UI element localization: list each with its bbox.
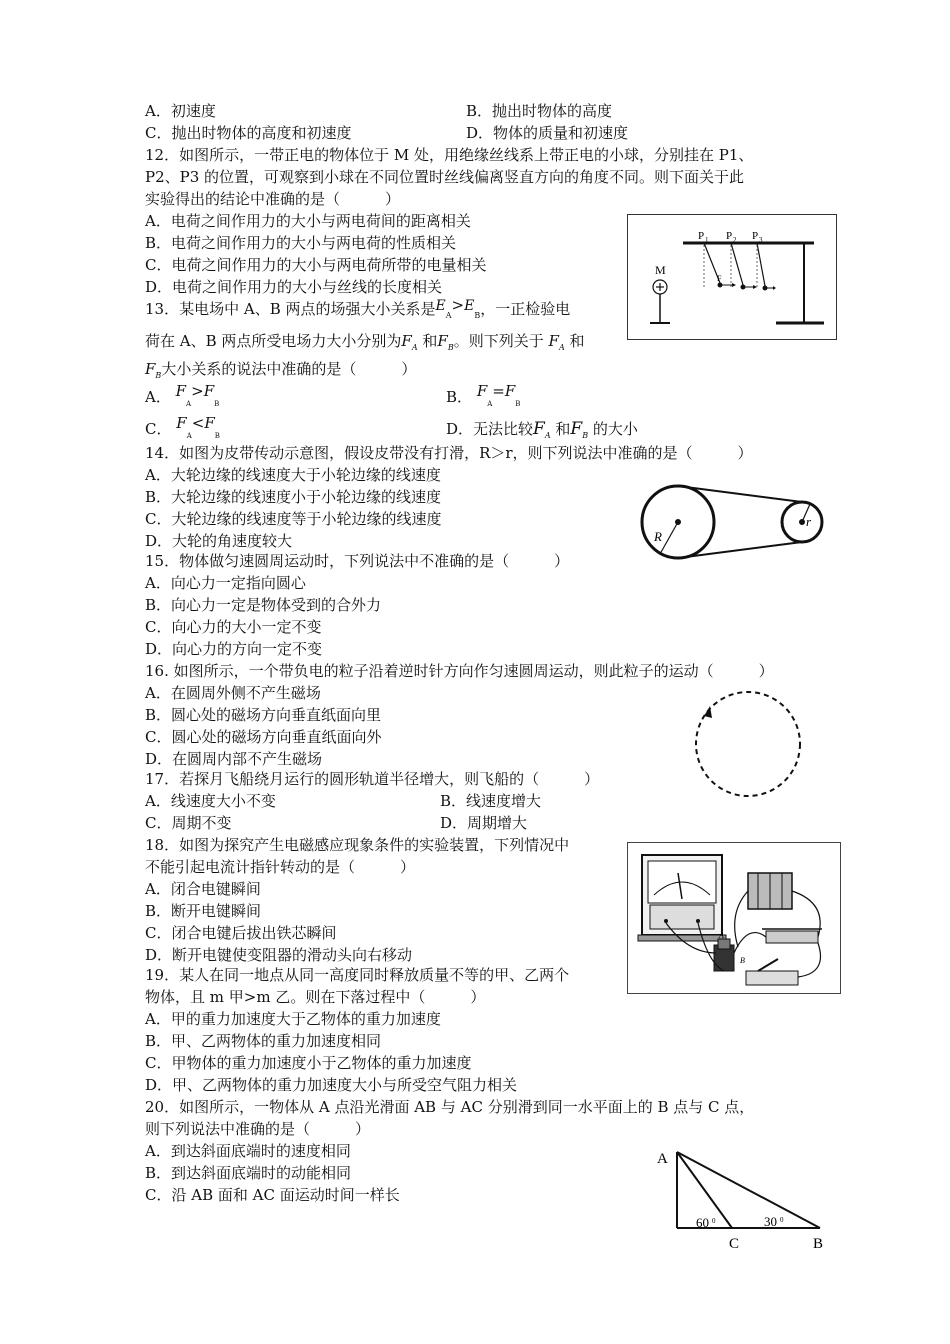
q18-stem-line1: 18．如图为探究产生电磁感应现象条件的实验装置，下列情况中 (145, 836, 570, 854)
q20-label-a: A (657, 1151, 668, 1167)
q20-incline-figure (650, 1140, 835, 1255)
q12-stem-line1: 12．如图所示，一带正电的物体位于 M 处，用绝缘丝线系上带正电的小球，分别挂在 P1、 (145, 146, 754, 164)
q20-angle-60: 60 (696, 1215, 709, 1230)
q14-option-d: D．大轮的角速度较大 (145, 532, 293, 550)
q17-option-d: D．周期增大 (440, 814, 528, 832)
q11-option-b: B．抛出时物体的高度 (466, 102, 613, 120)
q12-stem-line3: 实验得出的结论中准确的是（ ） (145, 190, 401, 208)
q11-option-a: A．初速度 (145, 102, 216, 120)
q11-option-d: D．物体的质量和初速度 (466, 124, 629, 142)
q16-option-a: A．在圆周外侧不产生磁场 (145, 684, 321, 702)
q17-option-a: A．线速度大小不变 (145, 792, 276, 810)
q16-option-d: D．在圆周内部不产生磁场 (145, 750, 323, 768)
q14-option-a: A．大轮边缘的线速度大于小轮边缘的线速度 (145, 466, 441, 484)
q17-stem: 17．若探月飞船绕月运行的圆形轨道半径增大，则飞船的（ ） (145, 770, 600, 788)
svg-text:3: 3 (759, 236, 763, 244)
q18-label-coil-a: A (719, 931, 724, 940)
svg-text:1: 1 (705, 236, 709, 244)
q17-option-c: C．周期不变 (145, 814, 232, 832)
q19-option-b: B．甲、乙两物体的重力加速度相同 (145, 1032, 382, 1050)
q16-arrow-icon (704, 706, 712, 718)
q20-option-a: A．到达斜面底端时的速度相同 (145, 1142, 351, 1160)
q20-angle-30: 30 (764, 1214, 777, 1229)
q16-option-c: C．圆心处的磁场方向垂直纸面向外 (145, 728, 382, 746)
q13-option-d: D．无法比较$F_A$ 和$F_B$ 的大小 (446, 419, 638, 440)
q20-stem-line1: 20．如图所示，一物体从 A 点沿光滑面 AB 与 AC 分别滑到同一水平面上的 B 点与 C 点， (145, 1098, 755, 1116)
svg-text:0: 0 (712, 1217, 716, 1225)
q12-label-f: F (717, 274, 722, 283)
q12-stem-line2: P2、P3 的位置，可观察到小球在不同位置时丝线偏离竖直方向的角度不同。则下面关于此 (145, 168, 745, 186)
q15-option-b: B．向心力一定是物体受到的合外力 (145, 596, 382, 614)
q12-label-m: M (655, 263, 666, 277)
q14-belt-figure (640, 484, 832, 564)
q18-option-b: B．断开电键瞬间 (145, 902, 262, 920)
q20-label-c: C (729, 1236, 740, 1252)
q13-option-c: C． $F_A<F_B$ (145, 414, 220, 440)
q18-induction-figure (627, 842, 841, 994)
q12-option-a: A．电荷之间作用力的大小与两电荷间的距离相关 (145, 212, 471, 230)
q20-option-b: B．到达斜面底端时的动能相同 (145, 1164, 352, 1182)
q16-stem: 16. 如图所示，一个带负电的粒子沿着逆时针方向作匀速圆周运动，则此粒子的运动（ ） (145, 662, 774, 680)
q19-stem-line2: 物体，且 m 甲>m 乙。则在下落过程中（ ） (145, 988, 486, 1006)
q12-option-c: C．电荷之间作用力的大小与两电荷所带的电量相关 (145, 256, 487, 274)
q16-circle-figure (690, 686, 806, 802)
q12-option-b: B．电荷之间作用力的大小与两电荷的性质相关 (145, 234, 457, 252)
q19-stem-line1: 19．某人在同一地点从同一高度同时释放质量不等的甲、乙两个 (145, 966, 570, 984)
q13-option-b: B． $F_A=F_B$ (446, 382, 521, 408)
q14-stem: 14．如图为皮带传动示意图，假设皮带没有打滑，R＞r，则下列说法中准确的是（ ） (145, 444, 753, 462)
q15-stem: 15．物体做匀速圆周运动时，下列说法中不准确的是（ ） (145, 552, 570, 570)
q18-option-c: C．闭合电键后拔出铁芯瞬间 (145, 924, 337, 942)
q15-option-d: D．向心力的方向一定不变 (145, 640, 323, 658)
q18-label-coil-b: B (740, 956, 745, 965)
q13-stem-line1: 13．某电场中 A、B 两点的场强大小关系是$E_A>E_B$，一正检验电 (145, 296, 571, 320)
q12-pendulum-figure (627, 214, 837, 340)
q13-stem-line2: 荷在 A、B 两点所受电场力大小分别为$F_A$ 和$F_B$。则下列关于 $F_A$ 和 (145, 332, 585, 352)
q15-option-c: C．向心力的大小一定不变 (145, 618, 322, 636)
q19-option-a: A．甲的重力加速度大于乙物体的重力加速度 (145, 1010, 441, 1028)
q20-stem-line2: 则下列说法中准确的是（ ） (145, 1120, 371, 1138)
q19-option-d: D．甲、乙两物体的重力加速度大小与所受空气阻力相关 (145, 1076, 518, 1094)
q20-option-c: C．沿 AB 面和 AC 面运动时间一样长 (145, 1186, 400, 1204)
svg-text:2: 2 (733, 236, 737, 244)
q13-stem-line3: $F_B$大小关系的说法中准确的是（ ） (145, 360, 417, 380)
q18-stem-line2: 不能引起电流计指针转动的是（ ） (145, 858, 416, 876)
q17-option-b: B．线速度增大 (440, 792, 542, 810)
q12-label-p3: P (752, 230, 759, 242)
q12-label-p1: P (698, 230, 705, 242)
q14-label-R: R (654, 529, 662, 544)
q19-option-c: C．甲物体的重力加速度小于乙物体的重力加速度 (145, 1054, 472, 1072)
q11-option-c: C．抛出时物体的高度和初速度 (145, 124, 352, 142)
q18-option-d: D．断开电键使变阻器的滑动头向右移动 (145, 946, 413, 964)
q14-option-b: B．大轮边缘的线速度小于小轮边缘的线速度 (145, 488, 442, 506)
q12-option-d: D．电荷之间作用力的大小与丝线的长度相关 (145, 278, 443, 296)
q20-label-b: B (813, 1236, 824, 1252)
q12-label-p2: P (726, 230, 733, 242)
q14-option-c: C．大轮边缘的线速度等于小轮边缘的线速度 (145, 510, 442, 528)
svg-text:0: 0 (780, 1216, 784, 1224)
q15-option-a: A．向心力一定指向圆心 (145, 574, 306, 592)
q13-option-a: A． $F_A>F_B$ (145, 382, 220, 408)
q16-option-b: B．圆心处的磁场方向垂直纸面向里 (145, 706, 382, 724)
q14-label-r: r (806, 514, 812, 529)
q18-option-a: A．闭合电键瞬间 (145, 880, 261, 898)
